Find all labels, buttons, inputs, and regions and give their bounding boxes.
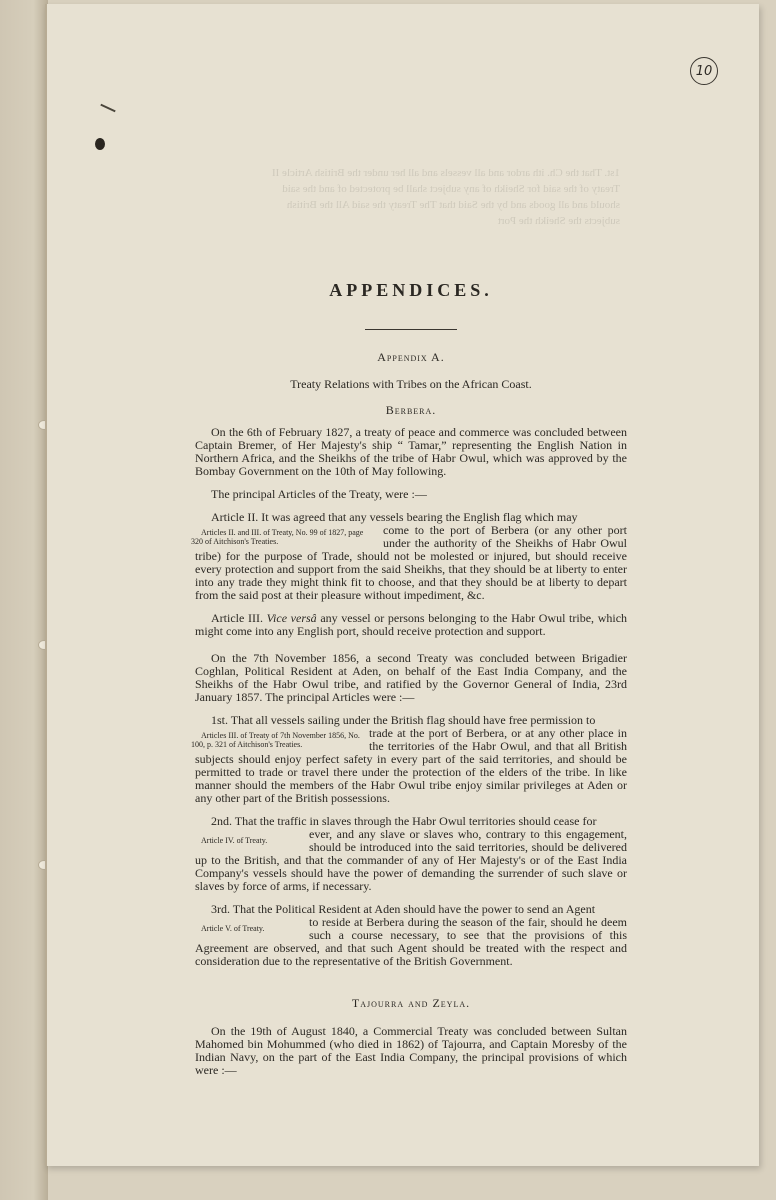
margin-note-article-iii-1856: Articles III. of Treaty of 7th November 1856, No. 100, p. 321 of Aitchison's Treaties. (191, 731, 360, 749)
section-heading-berbera: Berbera. (385, 403, 437, 417)
second-article-lead: 2nd. That the traffic in slaves through the Habr Owul territories should cease for (211, 814, 597, 828)
margin-note-article-iv: Article IV. of Treaty. (201, 836, 268, 845)
article-iii (195, 612, 627, 638)
second-article-body: ever, and any slave or slaves who, contrary to this engagement, should be introduced into the said territories, should be delivered up to the British, and that the commander of any of Her Majesty's or of the East India Company's vessels should have the power of demanding the surrender of such slave or slaves by force of arms, if necessary. (195, 827, 627, 893)
article-ii-lead: Article II. It was agreed that any vessels bearing the English flag which may (211, 510, 578, 524)
section-heading-tajourra-zeyla: Tajourra and Zeyla. (351, 996, 471, 1010)
vice-versa: Vice versâ (266, 611, 317, 625)
page-title: APPENDICES. (329, 280, 493, 300)
paragraph-2: The principal Articles of the Treaty, were :— (211, 487, 427, 501)
appendix-heading: Appendix A. (377, 350, 445, 364)
paragraph-1: On the 6th of February 1827, a treaty of peace and commerce was concluded between Captain Bremer, of Her Majesty's ship “ Tamar,” representing the English Nation in Northern Africa, and the Sheikhs of the tribe of Habr Owul, which was approved by the Bombay Government on the 10th of May following. (195, 425, 627, 478)
first-article-lead: 1st. That all vessels sailing under the British flag should have free permission to (211, 713, 596, 727)
article-iii-body: any vessel or persons belonging to the Habr Owul tribe, which might come into any English port, should receive protection and support. (195, 611, 628, 638)
margin-note-article-v: Article V. of Treaty. (201, 924, 265, 933)
first-article-body: trade at the port of Berbera, or at any other place in the territories of the Habr Owul, and that all British subjects should enjoy perfect safety in every part of the said territories, and should be permitted to trade or travel there under the protection of the elders of the tribe. In like manner should the members of the Habr Owul tribe enjoy similar privileges at Aden or any other part of the British possessions. (195, 726, 627, 805)
third-article-lead: 3rd. That the Political Resident at Aden should have the power to send an Agent (211, 902, 596, 916)
title-rule (365, 329, 457, 330)
paragraph-1840-treaty: On the 19th of August 1840, a Commercial Treaty was concluded between Sultan Mahomed bin Mohummed (who died in 1862) of Tajourra, and Captain Moresby of the Indian Navy, on the part of the East India Company, the principal provisions of which were :— (195, 1024, 627, 1077)
article-ii-body: come to the port of Berbera (or any other port under the authority of the Sheikhs of Habr Owul tribe) for the purpose of Trade, should not be molested or injured, but should receive every protection and support from the said Sheikhs, that they should be at liberty to enter into any trade they might think fit to choose, and that they should be at liberty to depart from the said post at their pleasure without impediment, &c. (195, 523, 627, 602)
bleed-through-text: 1st. That the Ch. ith ardor and all vessels and all her under the British Article II Treaty of the said for Sheikh of any subject shall be protected of and the said should and all goods and by the Said that The Treaty the said All the British subjects the Sheikh the Port (271, 167, 620, 227)
article-iii-label: Article III. (211, 611, 263, 625)
paragraph-1856-treaty: On the 7th November 1856, a second Treaty was concluded between Brigadier Coghlan, Political Resident at Aden, on behalf of the East India Company, and the Sheikhs of the Habr Owul tribe, and ratified by the Governor General of India, 23rd January 1857. The principal Articles were :— (195, 651, 627, 704)
page-content (191, 280, 628, 1077)
appendix-subheading: Treaty Relations with Tribes on the African Coast. (290, 377, 532, 391)
margin-note-articles-ii-iii: Articles II. and III. of Treaty, No. 99 of 1827, page 320 of Aitchison's Treaties. (191, 528, 364, 546)
punch-hole (95, 138, 105, 150)
folio-number (690, 57, 718, 85)
binding-gutter (0, 0, 48, 1200)
third-article-body: to reside at Berbera during the season of the fair, should he deem such a course necessary, to see that the provisions of this Agreement are observed, and that such Agent should be treated with the respect and consideration due to the representative of the British Government. (195, 915, 627, 968)
folio-text: 10 (695, 63, 713, 79)
